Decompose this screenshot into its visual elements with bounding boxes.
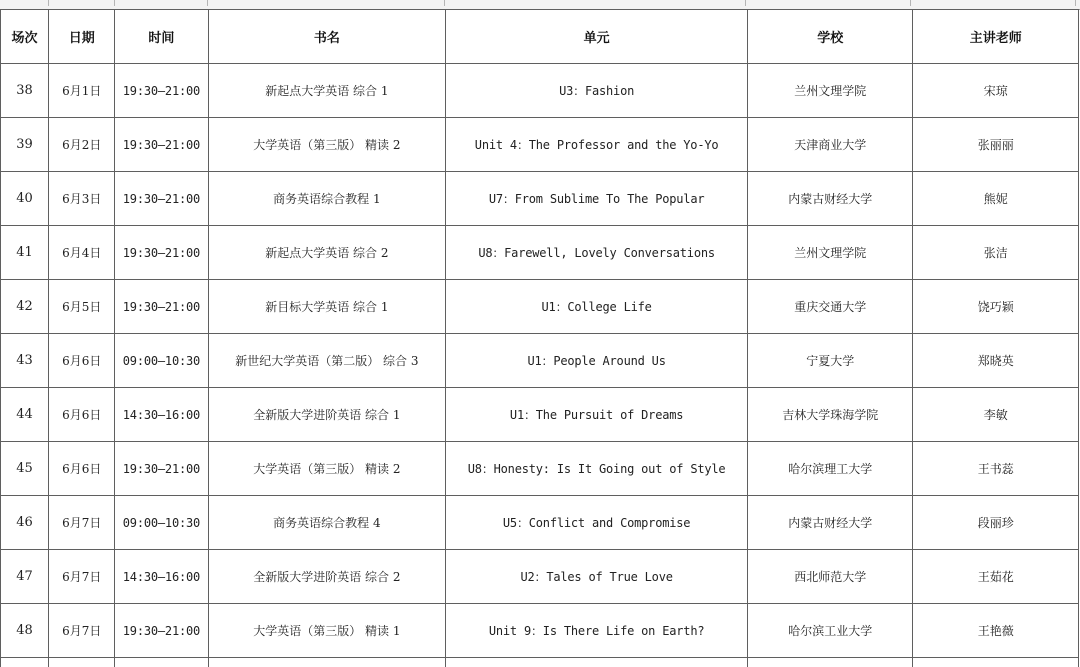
table-row bbox=[1, 226, 1079, 280]
cell-teacher: 张丽丽 bbox=[913, 118, 1079, 172]
column-guide-tick bbox=[444, 0, 445, 6]
header-session: 场次 bbox=[1, 10, 49, 64]
cell-date: 6月6日 bbox=[49, 334, 115, 388]
cell-session: 44 bbox=[1, 388, 49, 442]
header-time: 时间 bbox=[115, 10, 208, 64]
cell-teacher: 李敏 bbox=[913, 388, 1079, 442]
cell-time: 19:30—21:00 bbox=[115, 280, 208, 334]
cell-book: 新起点大学英语 综合 2 bbox=[208, 226, 446, 280]
cell-school: 兰州文理学院 bbox=[748, 226, 913, 280]
table-row bbox=[1, 334, 1079, 388]
cell-school: 内蒙古财经大学 bbox=[748, 496, 913, 550]
cell-teacher: 王茹花 bbox=[913, 550, 1079, 604]
cell-session: 40 bbox=[1, 172, 49, 226]
cell-school: 天津商业大学 bbox=[748, 118, 913, 172]
cell-teacher: 王艳薇 bbox=[913, 604, 1079, 658]
cell-book: 商务英语综合教程 1 bbox=[208, 172, 446, 226]
cell-unit: U8：Farewell, Lovely Conversations bbox=[446, 226, 748, 280]
cell-unit: U1：College Life bbox=[446, 280, 748, 334]
cell-teacher: 张洁 bbox=[913, 226, 1079, 280]
header-teacher: 主讲老师 bbox=[913, 10, 1079, 64]
cell-school: 宁夏大学 bbox=[748, 334, 913, 388]
cell-unit: U7：From Sublime To The Popular bbox=[446, 172, 748, 226]
cell-date: 6月5日 bbox=[49, 280, 115, 334]
cell-empty bbox=[1, 658, 49, 667]
column-guide-tick bbox=[910, 0, 911, 6]
cell-time: 14:30—16:00 bbox=[115, 550, 208, 604]
cell-empty bbox=[446, 658, 748, 667]
cell-school: 哈尔滨理工大学 bbox=[748, 442, 913, 496]
header-unit: 单元 bbox=[446, 10, 748, 64]
lecture-schedule-table bbox=[0, 9, 1079, 667]
cell-book: 大学英语（第三版） 精读 2 bbox=[208, 118, 446, 172]
column-guide-tick bbox=[48, 0, 49, 6]
cell-session: 48 bbox=[1, 604, 49, 658]
cell-empty bbox=[115, 658, 208, 667]
cell-book: 全新版大学进阶英语 综合 2 bbox=[208, 550, 446, 604]
cell-date: 6月7日 bbox=[49, 550, 115, 604]
cell-time: 19:30—21:00 bbox=[115, 64, 208, 118]
cell-unit: U3：Fashion bbox=[446, 64, 748, 118]
cell-school: 西北师范大学 bbox=[748, 550, 913, 604]
cell-time: 09:00—10:30 bbox=[115, 334, 208, 388]
cell-unit: U1：People Around Us bbox=[446, 334, 748, 388]
cell-date: 6月6日 bbox=[49, 388, 115, 442]
cell-date: 6月1日 bbox=[49, 64, 115, 118]
cell-book: 新目标大学英语 综合 1 bbox=[208, 280, 446, 334]
cell-book: 新世纪大学英语（第二版） 综合 3 bbox=[208, 334, 446, 388]
cell-time: 19:30—21:00 bbox=[115, 604, 208, 658]
table-row bbox=[1, 172, 1079, 226]
cell-unit: U2：Tales of True Love bbox=[446, 550, 748, 604]
table-row bbox=[1, 388, 1079, 442]
table-row bbox=[1, 604, 1079, 658]
header-date: 日期 bbox=[49, 10, 115, 64]
cell-book: 商务英语综合教程 4 bbox=[208, 496, 446, 550]
cell-school: 内蒙古财经大学 bbox=[748, 172, 913, 226]
cell-empty bbox=[913, 658, 1079, 667]
cell-date: 6月7日 bbox=[49, 604, 115, 658]
cell-empty bbox=[748, 658, 913, 667]
table-row bbox=[1, 442, 1079, 496]
cell-date: 6月2日 bbox=[49, 118, 115, 172]
cell-school: 哈尔滨工业大学 bbox=[748, 604, 913, 658]
cell-time: 19:30—21:00 bbox=[115, 172, 208, 226]
cell-time: 19:30—21:00 bbox=[115, 118, 208, 172]
cell-teacher: 郑晓英 bbox=[913, 334, 1079, 388]
column-guide-tick bbox=[114, 0, 115, 6]
table-row bbox=[1, 496, 1079, 550]
cell-time: 09:00—10:30 bbox=[115, 496, 208, 550]
cell-school: 重庆交通大学 bbox=[748, 280, 913, 334]
cell-school: 兰州文理学院 bbox=[748, 64, 913, 118]
table-row bbox=[1, 550, 1079, 604]
cell-session: 38 bbox=[1, 64, 49, 118]
cell-unit: U5：Conflict and Compromise bbox=[446, 496, 748, 550]
cell-school: 吉林大学珠海学院 bbox=[748, 388, 913, 442]
cell-date: 6月3日 bbox=[49, 172, 115, 226]
cell-time: 19:30—21:00 bbox=[115, 442, 208, 496]
cell-time: 14:30—16:00 bbox=[115, 388, 208, 442]
cell-teacher: 熊妮 bbox=[913, 172, 1079, 226]
cell-session: 46 bbox=[1, 496, 49, 550]
table-row bbox=[1, 118, 1079, 172]
cell-book: 全新版大学进阶英语 综合 1 bbox=[208, 388, 446, 442]
cell-book: 大学英语（第三版） 精读 1 bbox=[208, 604, 446, 658]
cell-teacher: 段丽珍 bbox=[913, 496, 1079, 550]
cell-date: 6月4日 bbox=[49, 226, 115, 280]
cell-date: 6月7日 bbox=[49, 496, 115, 550]
cell-unit: U8：Honesty: Is It Going out of Style bbox=[446, 442, 748, 496]
cell-session: 45 bbox=[1, 442, 49, 496]
cell-session: 47 bbox=[1, 550, 49, 604]
cell-book: 大学英语（第三版） 精读 2 bbox=[208, 442, 446, 496]
table-row-partial bbox=[1, 658, 1079, 667]
cell-session: 42 bbox=[1, 280, 49, 334]
header-book: 书名 bbox=[208, 10, 446, 64]
table-row bbox=[1, 280, 1079, 334]
cell-time: 19:30—21:00 bbox=[115, 226, 208, 280]
cell-teacher: 宋琼 bbox=[913, 64, 1079, 118]
column-guide-tick bbox=[207, 0, 208, 6]
table-row bbox=[1, 64, 1079, 118]
cell-empty bbox=[208, 658, 446, 667]
cell-unit: Unit 4：The Professor and the Yo-Yo bbox=[446, 118, 748, 172]
header-school: 学校 bbox=[748, 10, 913, 64]
column-guide-tick bbox=[1075, 0, 1076, 6]
cell-teacher: 王书蕊 bbox=[913, 442, 1079, 496]
cell-unit: Unit 9：Is There Life on Earth? bbox=[446, 604, 748, 658]
cell-session: 43 bbox=[1, 334, 49, 388]
cell-teacher: 饶巧颖 bbox=[913, 280, 1079, 334]
cell-date: 6月6日 bbox=[49, 442, 115, 496]
cell-book: 新起点大学英语 综合 1 bbox=[208, 64, 446, 118]
cell-session: 39 bbox=[1, 118, 49, 172]
column-guide-tick bbox=[745, 0, 746, 6]
cell-unit: U1：The Pursuit of Dreams bbox=[446, 388, 748, 442]
header-row bbox=[1, 10, 1079, 64]
cell-session: 41 bbox=[1, 226, 49, 280]
cell-empty bbox=[49, 658, 115, 667]
